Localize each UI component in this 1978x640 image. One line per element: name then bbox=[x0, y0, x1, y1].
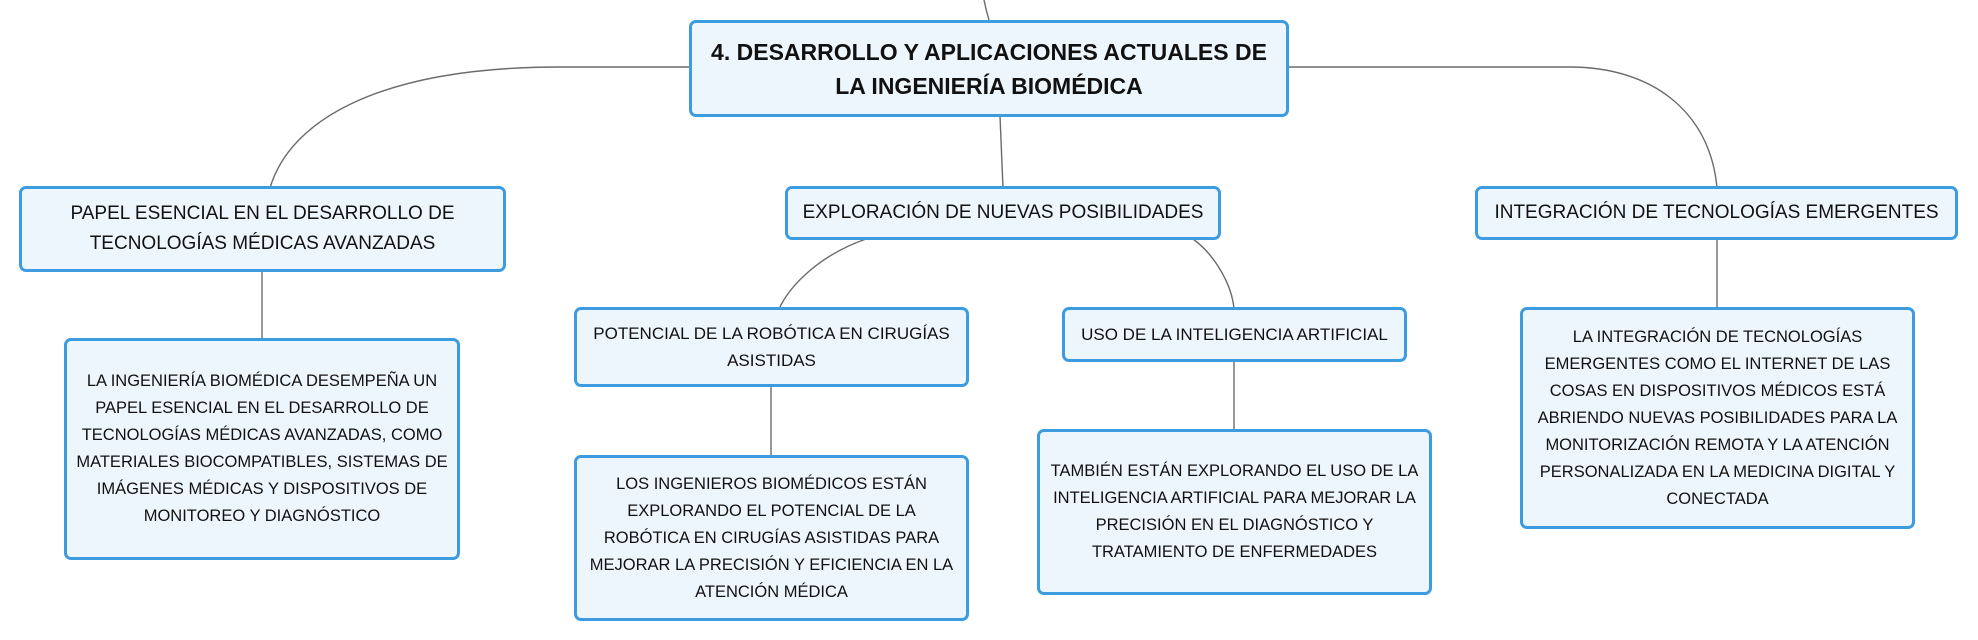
topic-label: EXPLORACIÓN DE NUEVAS POSIBILIDADES bbox=[802, 202, 1204, 223]
connector-topic-2-to-sub-1 bbox=[779, 239, 866, 309]
connector-root-to-topic-3 bbox=[1288, 67, 1717, 188]
detail-node-inteligencia-artificial[interactable] bbox=[1037, 429, 1432, 595]
subtopic-label: POTENCIAL DE LA ROBÓTICA EN CIRUGÍAS ASISTIDAS bbox=[593, 324, 950, 370]
detail-text: TAMBIÉN ESTÁN EXPLORANDO EL USO DE LA INTELIGENCIA ARTIFICIAL PARA MEJORAR LA PRECISIÓN EN EL DIAGNÓSTICO Y TRATAMIENTO DE ENFERMEDADES bbox=[1050, 462, 1419, 561]
topic-node-papel-esencial[interactable] bbox=[19, 186, 506, 272]
central-topic-label: 4. DESARROLLO Y APLICACIONES ACTUALES DE LA INGENIERÍA BIOMÉDICA bbox=[711, 38, 1267, 99]
connector-root-to-topic-2 bbox=[1000, 116, 1003, 188]
detail-node-integracion[interactable] bbox=[1520, 307, 1915, 529]
detail-text: LA INGENIERÍA BIOMÉDICA DESEMPEÑA UN PAPEL ESENCIAL EN EL DESARROLLO DE TECNOLOGÍAS MÉDICAS AVANZADAS, COMO MATERIALES BIOCOMPATIBLES, SISTEMAS DE IMÁGENES MÉDICAS Y DISPOSITIVOS DE MONITOREO Y DIAGNÓSTICO bbox=[76, 372, 448, 525]
topic-node-integracion[interactable] bbox=[1475, 186, 1958, 240]
subtopic-node-inteligencia-artificial[interactable] bbox=[1062, 307, 1407, 362]
detail-text: LOS INGENIEROS BIOMÉDICOS ESTÁN EXPLORANDO EL POTENCIAL DE LA ROBÓTICA EN CIRUGÍAS ASISTIDAS PARA MEJORAR LA PRECISIÓN Y EFICIENCIA EN LA ATENCIÓN MÉDICA bbox=[589, 474, 954, 601]
detail-text: LA INTEGRACIÓN DE TECNOLOGÍAS EMERGENTES COMO EL INTERNET DE LAS COSAS EN DISPOSITIVOS MÉDICOS ESTÁ ABRIENDO NUEVAS POSIBILIDADES PARA LA MONITORIZACIÓN REMOTA Y LA ATENCIÓN PERSONALIZADA EN LA MEDICINA DIGITAL Y CONECTADA bbox=[1537, 327, 1898, 508]
topic-node-exploracion[interactable] bbox=[785, 186, 1221, 240]
subtopic-label: USO DE LA INTELIGENCIA ARTIFICIAL bbox=[1081, 325, 1388, 344]
topic-label: INTEGRACIÓN DE TECNOLOGÍAS EMERGENTES bbox=[1494, 202, 1939, 223]
connector-root-parent bbox=[984, 0, 989, 20]
subtopic-node-robotica[interactable] bbox=[574, 307, 969, 387]
central-topic-node[interactable] bbox=[689, 20, 1289, 117]
connector-topic-2-to-sub-2 bbox=[1193, 239, 1234, 309]
connector-root-to-topic-1 bbox=[270, 67, 690, 188]
detail-node-robotica[interactable] bbox=[574, 455, 969, 621]
detail-node-papel-esencial[interactable] bbox=[64, 338, 460, 560]
topic-label: PAPEL ESENCIAL EN EL DESARROLLO DE TECNOLOGÍAS MÉDICAS AVANZADAS bbox=[70, 203, 455, 254]
